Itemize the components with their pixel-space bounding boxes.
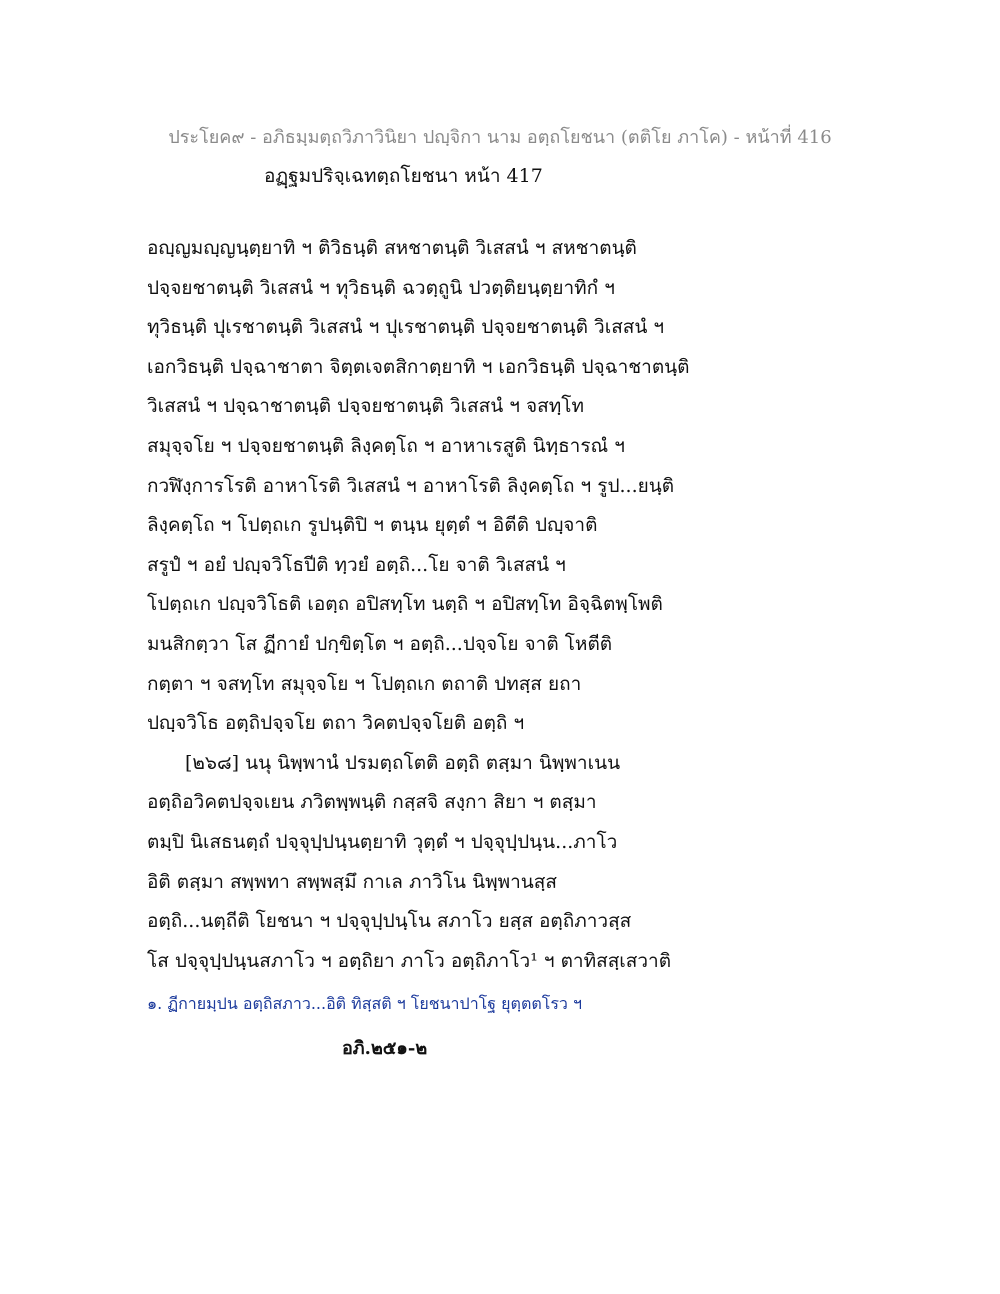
body-line: สรูปํ ฯ อยํ ปญฺจวิโธปีติ ทฺวยํ อตฺถิ...โย จาติ วิเสสนํ ฯ	[147, 553, 566, 576]
section-heading: อฏฺฐมปริจฺเฉทตฺถโยชนา หน้า 417	[264, 165, 543, 187]
body-line: อญฺญมญฺญนฺตฺยาทิ ฯ ติวิธนฺติ สหชาตนฺติ วิเสสนํ ฯ สหชาตนฺติ	[147, 237, 637, 259]
body-text	[147, 229, 767, 981]
footnote: ๑. ฏีกายมฺปน อตฺถิสภาว...อิติ ทิสฺสติ ฯ โยชนาปาโฐ ยุตฺตตโรว ฯ	[147, 994, 582, 1013]
body-line: สมุจฺจโย ฯ ปจฺจยชาตนฺติ ลิงฺคตฺโถ ฯ อาหาเรสูติ นิทฺธารณํ ฯ	[147, 434, 625, 457]
body-line: โปตฺถเก ปญฺจวิโธติ เอตฺถ อปิสทฺโท นตฺถิ ฯ อปิสทฺโท อิจฺฉิตพฺโพติ	[147, 593, 663, 616]
body-line: อิติ ตสฺมา สพฺพทา สพฺพสฺมึ กาเล ภาวิโน นิพฺพานสฺส	[147, 870, 557, 893]
body-line: อตฺถิ...นตฺถีติ โยชนา ฯ ปจฺจุปฺปนฺโน สภาโว ยสฺส อตฺถิภาวสฺส	[147, 910, 632, 933]
body-line: ปญฺจวิโธ อตฺถิปจฺจโย ตถา วิคตปจฺจโยติ อตฺถิ ฯ	[147, 712, 525, 735]
running-header: ประโยค๙ - อภิธมฺมตฺถวิภาวินิยา ปญฺจิกา นาม อตฺถโยชนา (ตติโย ภาโค) - หน้าที่ 416	[168, 127, 832, 148]
body-line: ตมฺปิ นิเสธนตฺถํ ปจฺจุปฺปนฺนตฺยาทิ วุตฺตํ ฯ ปจฺจุปฺปนฺน...ภาโว	[147, 830, 618, 853]
body-line: [๒๖๘] นนุ นิพฺพานํ ปรมตฺถโตติ อตฺถิ ตสฺมา นิพฺพาเนน	[185, 751, 621, 774]
body-line: กตฺตา ฯ จสทฺโท สมุจฺจโย ฯ โปตฺถเก ตถาติ ปทสฺส ยถา	[147, 672, 582, 695]
body-line: เอกวิธนฺติ ปจฺฉาชาตา จิตฺตเจตสิกาตฺยาทิ ฯ เอกวิธนฺติ ปจฺฉาชาตนฺติ	[147, 355, 690, 378]
body-line: โส ปจฺจุปฺปนฺนสภาโว ฯ อตฺถิยา ภาโว อตฺถิภาโว¹ ฯ ตาทิสสฺเสวาติ	[147, 949, 672, 972]
body-line: อตฺถิอวิคตปจฺจเยน ภวิตพฺพนฺติ กสฺสจิ สงฺกา สิยา ฯ ตสฺมา	[147, 791, 597, 814]
page-reference: อภิ.๒๕๑-๒	[342, 1038, 428, 1059]
body-line: วิเสสนํ ฯ ปจฺฉาชาตนฺติ ปจฺจยชาตนฺติ วิเสสนํ ฯ จสทฺโท	[147, 395, 584, 418]
body-line: ลิงฺคตฺโถ ฯ โปตฺถเก รูปนฺติปิ ฯ ตนฺน ยุตฺตํ ฯ อิตีติ ปญฺจาติ	[147, 514, 598, 537]
body-line: ทุวิธนฺติ ปุเรชาตนฺติ วิเสสนํ ฯ ปุเรชาตนฺติ ปจฺจยชาตนฺติ วิเสสนํ ฯ	[147, 316, 665, 339]
body-line: กวฬิงฺการโรติ อาหาโรติ วิเสสนํ ฯ อาหาโรติ ลิงฺคตฺโถ ฯ รูป...ยนฺติ	[147, 474, 675, 497]
body-line: มนสิกตฺวา โส ฏีกายํ ปกฺขิตฺโต ฯ อตฺถิ...ปจฺจโย จาติ โหตีติ	[147, 632, 613, 655]
body-line: ปจฺจยชาตนฺติ วิเสสนํ ฯ ทุวิธนฺติ ฉวตฺถูนิ ปวตฺติยนฺตฺยาทิกํ ฯ	[147, 276, 615, 299]
